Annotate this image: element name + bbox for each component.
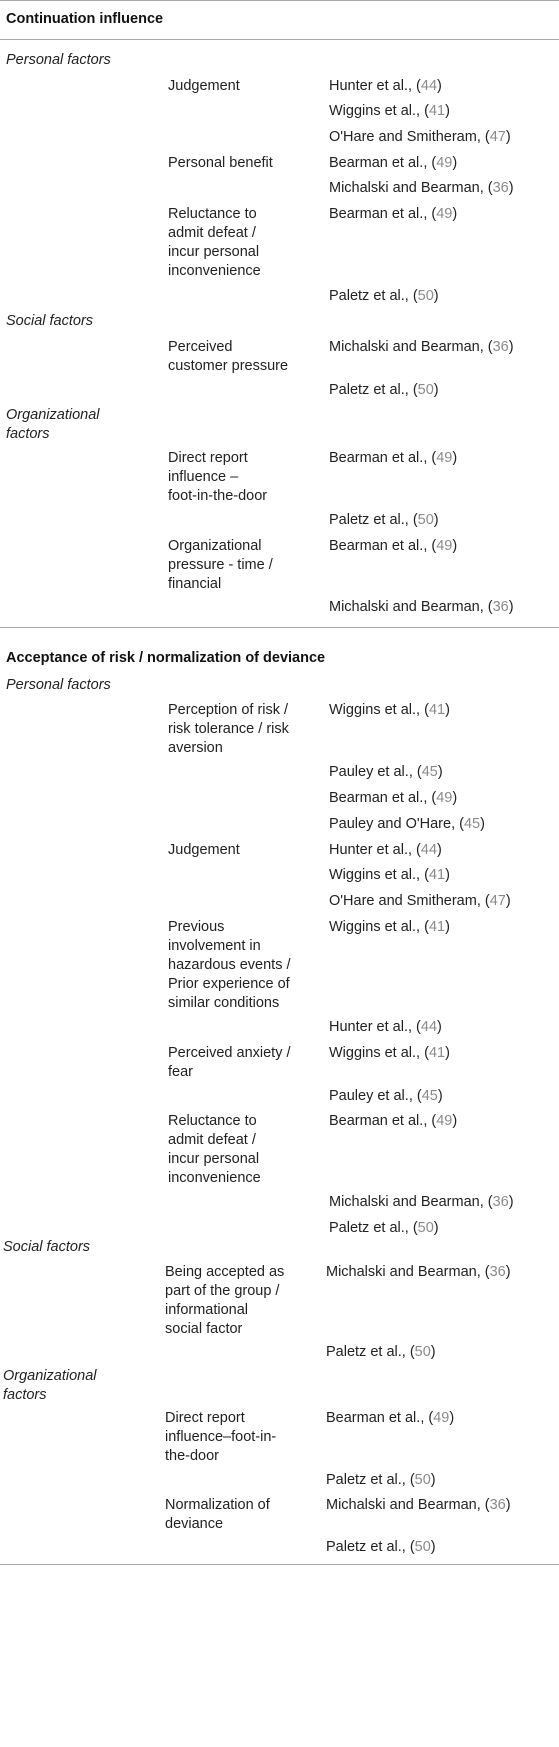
ref-number[interactable]: 41	[428, 702, 446, 718]
ref-author: Paletz et al.	[326, 1539, 402, 1555]
ref-author: Michalski and Bearman	[326, 1264, 477, 1280]
ref-number[interactable]: 44	[420, 1019, 438, 1035]
factor-line: informational	[165, 1302, 249, 1318]
reference: Bearman et al., (49)	[329, 155, 458, 171]
ref-author: Pauley et al.	[329, 764, 409, 780]
ref-author: O'Hare and Smitheram	[329, 129, 477, 145]
group-label: factors	[3, 1387, 47, 1403]
reference: Bearman et al., (49)	[329, 790, 458, 806]
factor-line: Perceived	[168, 339, 233, 355]
reference: Pauley et al., (45)	[329, 764, 443, 780]
factor-line: hazardous events /	[168, 957, 291, 973]
factor-line: social factor	[165, 1321, 243, 1337]
reference: Hunter et al., (44)	[329, 1019, 442, 1035]
factor-line: Judgement	[168, 842, 240, 858]
reference: Paletz et al., (50)	[329, 382, 439, 398]
ref-number[interactable]: 36	[492, 1194, 509, 1210]
reference: Wiggins et al., (41)	[329, 919, 450, 935]
section-rule	[0, 39, 559, 40]
reference: O'Hare and Smitheram, (47)	[329, 129, 511, 145]
ref-number[interactable]: 41	[428, 919, 446, 935]
factor-line: admit defeat /	[168, 1132, 256, 1148]
reference: Michalski and Bearman, (36)	[326, 1264, 511, 1280]
ref-number[interactable]: 41	[428, 867, 446, 883]
factor-line: inconvenience	[168, 1170, 261, 1186]
ref-number[interactable]: 44	[420, 78, 438, 94]
reference: Paletz et al., (50)	[326, 1472, 436, 1488]
ref-number[interactable]: 50	[414, 1472, 431, 1488]
ref-author: Michalski and Bearman	[329, 180, 480, 196]
factor-line: financial	[168, 576, 222, 592]
factor-line: Direct report	[168, 450, 248, 466]
reference: Hunter et al., (44)	[329, 842, 442, 858]
factor-line: Perceived anxiety /	[168, 1045, 291, 1061]
ref-number[interactable]: 45	[463, 816, 481, 832]
reference: O'Hare and Smitheram, (47)	[329, 893, 511, 909]
ref-number[interactable]: 45	[421, 1088, 438, 1104]
factor-line: pressure - time /	[168, 557, 273, 573]
group-label: Organizational	[3, 1368, 97, 1384]
ref-number[interactable]: 36	[492, 599, 509, 615]
group-label: factors	[6, 426, 50, 442]
factor-line: deviance	[165, 1516, 224, 1532]
ref-author: Paletz et al.	[326, 1344, 402, 1360]
ref-author: Michalski and Bearman	[326, 1497, 477, 1513]
ref-number[interactable]: 49	[436, 155, 453, 171]
ref-number[interactable]: 41	[428, 1045, 446, 1061]
ref-author: Hunter et al.	[329, 842, 408, 858]
ref-number[interactable]: 49	[436, 1113, 453, 1129]
factor-line: risk tolerance / risk	[168, 721, 289, 737]
reference: Michalski and Bearman, (36)	[329, 339, 514, 355]
ref-author: Bearman et al.	[329, 155, 424, 171]
factor-line: fear	[168, 1064, 193, 1080]
factor-line: customer pressure	[168, 358, 289, 374]
ref-number[interactable]: 50	[417, 512, 434, 528]
ref-number[interactable]: 47	[489, 129, 506, 145]
group-label: Social factors	[3, 1239, 91, 1255]
reference: Michalski and Bearman, (36)	[329, 1194, 514, 1210]
ref-number[interactable]: 36	[489, 1264, 506, 1280]
factor-line: Previous	[168, 919, 225, 935]
ref-number[interactable]: 45	[421, 764, 438, 780]
top-rule	[0, 0, 559, 1]
ref-number[interactable]: 49	[436, 206, 453, 222]
factor-line: Reluctance to	[168, 206, 257, 222]
ref-author: Hunter et al.	[329, 1019, 408, 1035]
reference: Paletz et al., (50)	[326, 1539, 436, 1555]
ref-author: Wiggins et al.	[329, 919, 417, 935]
ref-author: Paletz et al.	[329, 382, 405, 398]
ref-author: Pauley and O'Hare	[329, 816, 452, 832]
factor-line: aversion	[168, 740, 223, 756]
factor-line: Direct report	[165, 1410, 245, 1426]
reference: Paletz et al., (50)	[329, 512, 439, 528]
ref-author: Bearman et al.	[329, 538, 424, 554]
ref-author: Wiggins et al.	[329, 867, 417, 883]
ref-author: Bearman et al.	[329, 1113, 424, 1129]
ref-number[interactable]: 49	[436, 790, 453, 806]
factor-line: similar conditions	[168, 995, 280, 1011]
group-label: Personal factors	[6, 52, 111, 68]
factor-line: influence –	[168, 469, 239, 485]
ref-number[interactable]: 49	[436, 450, 453, 466]
ref-author: O'Hare and Smitheram	[329, 893, 477, 909]
ref-author: Michalski and Bearman	[329, 1194, 480, 1210]
factor-line: influence–foot-in-	[165, 1429, 277, 1445]
ref-number[interactable]: 47	[489, 893, 506, 909]
factor-line: Personal benefit	[168, 155, 273, 171]
ref-author: Paletz et al.	[329, 512, 405, 528]
bottom-rule	[0, 1564, 559, 1565]
section-title: Acceptance of risk / normalization of deviance	[6, 650, 326, 666]
factor-line: part of the group /	[165, 1283, 280, 1299]
reference: Wiggins et al., (41)	[329, 1045, 450, 1061]
factor-line: foot-in-the-door	[168, 488, 268, 504]
factor-line: incur personal	[168, 1151, 260, 1167]
factor-line: Being accepted as	[165, 1264, 285, 1280]
factor-line: inconvenience	[168, 263, 261, 279]
ref-number[interactable]: 44	[420, 842, 438, 858]
reference: Paletz et al., (50)	[329, 288, 439, 304]
ref-author: Michalski and Bearman	[329, 339, 480, 355]
group-label: Organizational	[6, 407, 100, 423]
factor-line: Organizational	[168, 538, 262, 554]
ref-author: Pauley et al.	[329, 1088, 409, 1104]
factor-line: Normalization of	[165, 1497, 270, 1513]
factor-line: Perception of risk /	[168, 702, 289, 718]
ref-author: Paletz et al.	[326, 1472, 402, 1488]
factor-line: Judgement	[168, 78, 240, 94]
reference: Bearman et al., (49)	[329, 1113, 458, 1129]
ref-author: Wiggins et al.	[329, 1045, 417, 1061]
ref-author: Wiggins et al.	[329, 702, 417, 718]
reference: Bearman et al., (49)	[329, 206, 458, 222]
reference: Hunter et al., (44)	[329, 78, 442, 94]
reference: Wiggins et al., (41)	[329, 867, 450, 883]
factor-line: Prior experience of	[168, 976, 290, 992]
ref-author: Bearman et al.	[329, 790, 424, 806]
group-label: Personal factors	[6, 677, 111, 693]
ref-author: Bearman et al.	[326, 1410, 421, 1426]
ref-author: Bearman et al.	[329, 450, 424, 466]
factor-line: Reluctance to	[168, 1113, 257, 1129]
reference: Wiggins et al., (41)	[329, 702, 450, 718]
factor-line: involvement in	[168, 938, 261, 954]
ref-author: Wiggins et al.	[329, 103, 417, 119]
ref-author: Paletz et al.	[329, 288, 405, 304]
reference: Michalski and Bearman, (36)	[326, 1497, 511, 1513]
ref-number[interactable]: 50	[417, 288, 434, 304]
factor-line: the-door	[165, 1448, 220, 1464]
ref-number[interactable]: 50	[414, 1344, 431, 1360]
ref-number[interactable]: 49	[433, 1410, 450, 1426]
group-label: Social factors	[6, 313, 94, 329]
ref-number[interactable]: 50	[417, 382, 434, 398]
reference: Michalski and Bearman, (36)	[329, 599, 514, 615]
reference: Pauley et al., (45)	[329, 1088, 443, 1104]
ref-number[interactable]: 49	[436, 538, 453, 554]
ref-number[interactable]: 36	[489, 1497, 506, 1513]
ref-number[interactable]: 50	[417, 1220, 434, 1236]
ref-number[interactable]: 36	[492, 180, 509, 196]
reference: Bearman et al., (49)	[329, 538, 458, 554]
ref-number[interactable]: 50	[414, 1539, 431, 1555]
reference: Wiggins et al., (41)	[329, 103, 450, 119]
reference: Paletz et al., (50)	[326, 1344, 436, 1360]
reference: Michalski and Bearman, (36)	[329, 180, 514, 196]
section-divider	[0, 627, 559, 628]
reference: Pauley and O'Hare, (45)	[329, 816, 485, 832]
factor-line: admit defeat /	[168, 225, 256, 241]
ref-number[interactable]: 36	[492, 339, 509, 355]
reference: Bearman et al., (49)	[326, 1410, 455, 1426]
reference: Paletz et al., (50)	[329, 1220, 439, 1236]
reference: Bearman et al., (49)	[329, 450, 458, 466]
ref-author: Paletz et al.	[329, 1220, 405, 1236]
section-title: Continuation influence	[6, 11, 164, 27]
ref-author: Michalski and Bearman	[329, 599, 480, 615]
ref-author: Bearman et al.	[329, 206, 424, 222]
factor-line: incur personal	[168, 244, 260, 260]
ref-number[interactable]: 41	[428, 103, 446, 119]
ref-author: Hunter et al.	[329, 78, 408, 94]
